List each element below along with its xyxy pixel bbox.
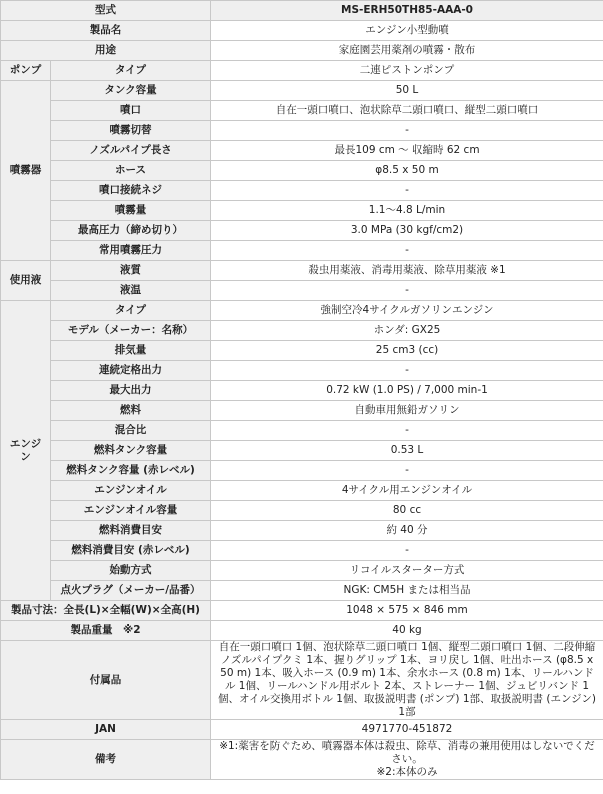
row-accessories (1, 641, 603, 720)
row-engine-5 (1, 401, 603, 421)
spec-value: - (211, 421, 603, 441)
usage-value: 家庭園芸用薬剤の噴霧・散布 (211, 41, 603, 61)
model-label: 型式 (1, 1, 211, 21)
spec-label: 噴口 (51, 101, 211, 121)
spec-label: ノズルパイプ長さ (51, 141, 211, 161)
spec-value: - (211, 181, 603, 201)
row-engine-9 (1, 481, 603, 501)
spec-value: 1.1〜4.8 L/min (211, 201, 603, 221)
row-sprayer-1 (1, 101, 603, 121)
row-engine-7 (1, 441, 603, 461)
spec-value: 自動車用無鉛ガソリン (211, 401, 603, 421)
spec-value: - (211, 241, 603, 261)
remarks-note-1: ※1:薬害を防ぐため、噴霧器本体は殺虫、除草、消毒の兼用使用はしないでください。 (219, 740, 595, 765)
spec-value: 約 40 分 (211, 521, 603, 541)
row-engine-8 (1, 461, 603, 481)
spec-value: 二連ピストンポンプ (211, 61, 603, 81)
spec-label: タイプ (51, 61, 211, 81)
spec-value: ホンダ: GX25 (211, 321, 603, 341)
spec-value: リコイルスターター方式 (211, 561, 603, 581)
group-sprayer: 噴霧器 (1, 81, 51, 261)
row-engine-14 (1, 581, 603, 601)
row-sprayer-6 (1, 201, 603, 221)
spec-value: 4サイクル用エンジンオイル (211, 481, 603, 501)
spec-value: 自在一頭口噴口、泡状除草二頭口噴口、縦型二頭口噴口 (211, 101, 603, 121)
remarks-label: 備考 (1, 740, 211, 780)
row-model (1, 1, 603, 21)
spec-value: 25 cm3 (cc) (211, 341, 603, 361)
row-sprayer-3 (1, 141, 603, 161)
row-engine-11 (1, 521, 603, 541)
spec-value: 3.0 MPa (30 kgf/cm2) (211, 221, 603, 241)
spec-value: - (211, 281, 603, 301)
spec-value: - (211, 461, 603, 481)
spec-value: NGK: CM5H または相当品 (211, 581, 603, 601)
row-engine-13 (1, 561, 603, 581)
group-liquid: 使用液 (1, 261, 51, 301)
spec-label: 噴口接続ネジ (51, 181, 211, 201)
spec-value: 強制空冷4サイクルガソリンエンジン (211, 301, 603, 321)
row-engine-2 (1, 341, 603, 361)
row-weight (1, 621, 603, 641)
row-engine-12 (1, 541, 603, 561)
spec-label: 燃料消費目安 (赤レベル) (51, 541, 211, 561)
spec-label: 噴霧量 (51, 201, 211, 221)
spec-label: モデル（メーカー：名称） (51, 321, 211, 341)
spec-label: 連続定格出力 (51, 361, 211, 381)
spec-label: 噴霧切替 (51, 121, 211, 141)
spec-label: 液温 (51, 281, 211, 301)
spec-label: 常用噴霧圧力 (51, 241, 211, 261)
jan-label: JAN (1, 720, 211, 740)
row-pump-type (1, 61, 603, 81)
jan-value: 4971770-451872 (211, 720, 603, 740)
spec-label: 最高圧力（締め切り） (51, 221, 211, 241)
dimensions-value: 1048 × 575 × 846 mm (211, 601, 603, 621)
spec-label: 混合比 (51, 421, 211, 441)
product-name-value: エンジン小型動噴 (211, 21, 603, 41)
spec-label: 点火プラグ（メーカー/品番） (51, 581, 211, 601)
model-value: MS-ERH50TH85-AAA-0 (211, 1, 603, 21)
spec-label: タイプ (51, 301, 211, 321)
spec-value: φ8.5 x 50 m (211, 161, 603, 181)
spec-label: 燃料タンク容量 (51, 441, 211, 461)
row-sprayer-0 (1, 81, 603, 101)
row-engine-6 (1, 421, 603, 441)
spec-label: エンジンオイル容量 (51, 501, 211, 521)
row-engine-0 (1, 301, 603, 321)
spec-value: 50 L (211, 81, 603, 101)
weight-value: 40 kg (211, 621, 603, 641)
row-jan (1, 720, 603, 740)
spec-label: 液質 (51, 261, 211, 281)
row-sprayer-4 (1, 161, 603, 181)
row-usage (1, 41, 603, 61)
spec-label: ホース (51, 161, 211, 181)
remarks-note-2: ※2:本体のみ (376, 766, 438, 778)
spec-label: 最大出力 (51, 381, 211, 401)
dimensions-label: 製品寸法：全長(L)×全幅(W)×全高(H) (1, 601, 211, 621)
row-sprayer-2 (1, 121, 603, 141)
row-engine-4 (1, 381, 603, 401)
row-engine-1 (1, 321, 603, 341)
row-liquid-0 (1, 261, 603, 281)
row-sprayer-5 (1, 181, 603, 201)
accessories-label: 付属品 (1, 641, 211, 720)
spec-label: 燃料 (51, 401, 211, 421)
row-engine-3 (1, 361, 603, 381)
spec-label: 始動方式 (51, 561, 211, 581)
spec-label: エンジンオイル (51, 481, 211, 501)
row-sprayer-7 (1, 221, 603, 241)
spec-value: - (211, 541, 603, 561)
row-liquid-1 (1, 281, 603, 301)
row-product-name (1, 21, 603, 41)
spec-label: タンク容量 (51, 81, 211, 101)
spec-value: 殺虫用薬液、消毒用薬液、除草用薬液 ※1 (211, 261, 603, 281)
row-sprayer-8 (1, 241, 603, 261)
spec-label: 燃料タンク容量 (赤レベル) (51, 461, 211, 481)
row-engine-10 (1, 501, 603, 521)
remarks-value (211, 740, 603, 780)
product-name-label: 製品名 (1, 21, 211, 41)
spec-value: 0.53 L (211, 441, 603, 461)
usage-label: 用途 (1, 41, 211, 61)
weight-label: 製品重量 ※2 (1, 621, 211, 641)
spec-label: 燃料消費目安 (51, 521, 211, 541)
spec-value: 80 cc (211, 501, 603, 521)
accessories-value: 自在一頭口噴口 1個、泡状除草二頭口噴口 1個、縦型二頭口噴口 1個、二段伸縮ノズルパイプクミ 1本、握りグリップ 1本、ヨリ戻し 1個、吐出ホース (φ8.5 x 50 m) 1本、吸入ホース (0.9 m) 1本、余水ホース (0.8 m) 1本、リールハンドル 1個、リールハンドル用ボルト 2本、ストレーナー 1個、ジュビリバンド 1個、オイル交換用ボトル 1個、取扱説明書 (ポンプ) 1部、取扱説明書 (エンジン) 1部 (211, 641, 603, 720)
spec-label: 排気量 (51, 341, 211, 361)
spec-value: - (211, 361, 603, 381)
group-pump: ポンプ (1, 61, 51, 81)
row-dimensions (1, 601, 603, 621)
spec-value: 0.72 kW (1.0 PS) / 7,000 min-1 (211, 381, 603, 401)
spec-value: 最長109 cm 〜 収縮時 62 cm (211, 141, 603, 161)
group-engine: エンジン (1, 301, 51, 601)
row-remarks (1, 740, 603, 780)
spec-value: - (211, 121, 603, 141)
